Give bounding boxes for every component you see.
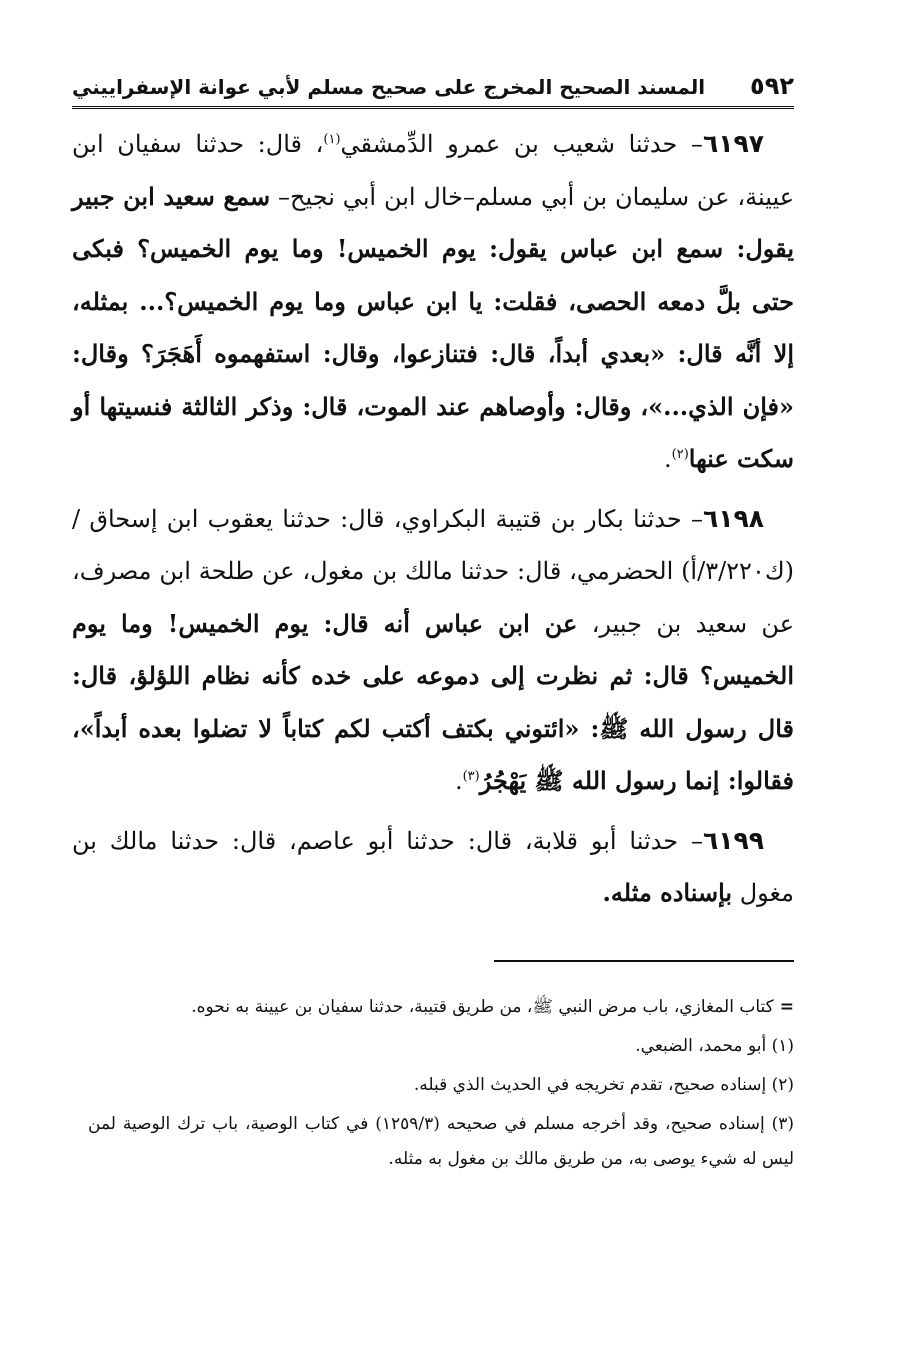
- hadith-text-bold: بإسناده مثله.: [602, 878, 733, 907]
- footnote-1: (١) أبو محمد، الضبعي.: [635, 1036, 794, 1056]
- footnote-text: كتاب المغازي، باب مرض النبي ﷺ، من طريق قتيبة، حدثنا سفيان بن عيينة به نحوه.: [191, 997, 774, 1017]
- footnote-ref: (٢): [671, 447, 689, 462]
- hadith-text: .: [663, 445, 672, 473]
- hadith-text-bold: عن ابن عباس أنه قال: يوم الخميس! وما يوم الخميس؟ قال: ثم نظرت إلى دموعه على خده كأنه نظام اللؤلؤ، قال: قال رسول الله ﷺ: «ائتوني بكتف أكتب لكم كتاباً لا تضلوا بعده أبداً»، فقالوا: إنما رسول الله ﷺ يَهْجُرُ: [72, 608, 794, 795]
- footnote-ref: (١): [323, 132, 341, 147]
- hadith-number: ٦١٩٩: [702, 825, 764, 855]
- footnote-separator: [494, 960, 794, 962]
- hadith-text-bold: سمع سعيد ابن جبير يقول: سمع ابن عباس يقول: يوم الخميس! وما يوم الخميس؟ فبكى حتى بلَّ دمعه الحصى، فقلت: يا ابن عباس وما يوم الخميس؟... بمثله، إلا أنَّه قال: «بعدي أبداً، قال: فتنازعوا، وقال: استفهموه أَهَجَرَ؟ وقال: «فإن الذي...»، وقال: وأوصاهم عند الموت، قال: وذكر الثالثة فنسيتها أو سكت عنها: [72, 181, 794, 473]
- footnote-ref: (٣): [462, 769, 480, 784]
- page-header: [72, 62, 794, 109]
- hadith-text: – حدثنا شعيب بن عمرو الدِّمشقي: [340, 130, 703, 158]
- hadith-6197: [72, 118, 794, 486]
- hadith-text: – حدثنا بكار بن قتيبة البكراوي، قال: حدثنا يعقوب ابن إسحاق / (ك٣/٢٢٠/أ) الحضرمي، قال: حدثنا مالك بن مغول، عن طلحة ابن مصرف، عن سعيد بن جبير،: [72, 504, 795, 638]
- footnotes: [88, 990, 794, 1181]
- running-title: المسند الصحيح المخرج على صحيح مسلم لأبي عوانة الإسفراييني: [72, 75, 706, 99]
- footnote-2: (٢) إسناده صحيح، تقدم تخريجه في الحديث الذي قبله.: [413, 1075, 794, 1095]
- hadith-6198: [72, 493, 794, 808]
- hadith-text: .: [454, 767, 463, 795]
- hadith-number: ٦١٩٧: [702, 129, 764, 158]
- footnote-continuation: [88, 990, 794, 1025]
- hadith-text: – حدثنا أبو قلابة، قال: حدثنا أبو عاصم، قال: حدثنا مالك بن مغول: [72, 826, 794, 907]
- hadith-6199: [72, 815, 794, 920]
- hadith-number: ٦١٩٨: [702, 503, 764, 533]
- footnote-3: (٣) إسناده صحيح، وقد أخرجه مسلم في صحيحه (١٢٥٩/٣) في كتاب الوصية، باب ترك الوصية لمن ليس له شيء يوصى به، من طريق مالك بن مغول به مثله.: [88, 1114, 794, 1169]
- continuation-mark: =: [779, 997, 794, 1017]
- hadith-text: ، قال: حدثنا سفيان ابن عيينة، عن سليمان بن أبي مسلم–خال ابن أبي نجيح–: [72, 130, 795, 211]
- page-number: ٥٩٢: [750, 72, 794, 100]
- main-text: [72, 118, 794, 927]
